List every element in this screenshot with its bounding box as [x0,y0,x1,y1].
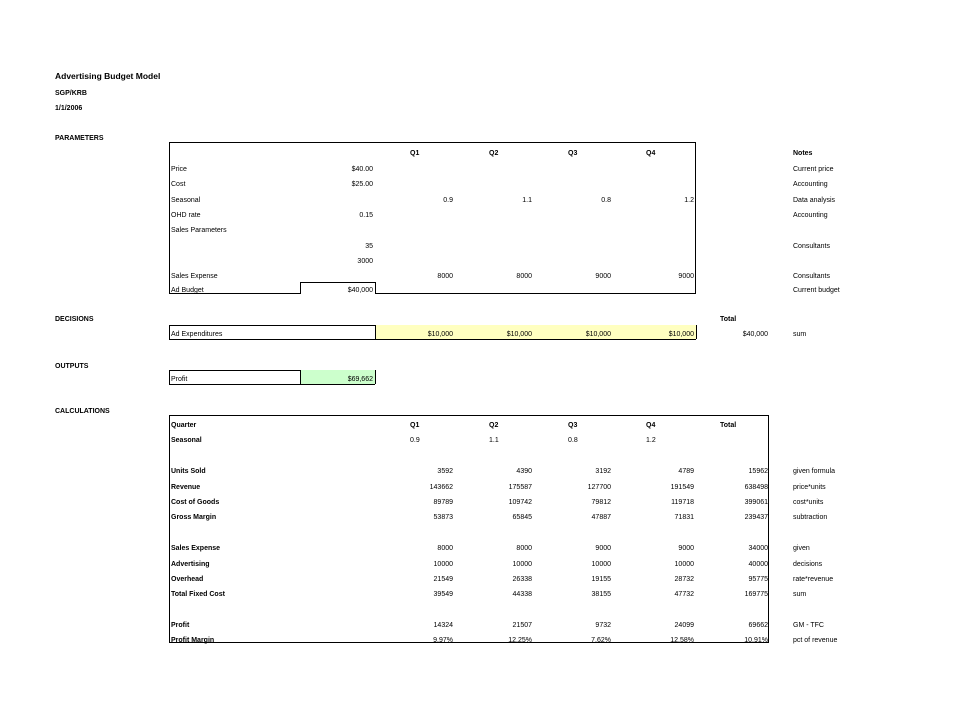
sales-exp-q1[interactable]: 8000 [437,273,453,280]
units-sold-q4: 4789 [678,468,694,475]
section-decisions: DECISIONS [55,316,94,323]
decisions-total-header: Total [720,316,737,323]
ad-budget-label: Ad Budget [171,287,204,294]
seasonal-q4[interactable]: 1.2 [684,197,694,204]
total-fixed-cost-total: 169775 [744,591,768,598]
total-fixed-cost-note: sum [793,591,807,598]
gross-margin-q1: 53873 [433,514,453,521]
calc-profit-total: 69662 [748,622,768,629]
total-fixed-cost-label: Total Fixed Cost [171,591,225,598]
ohd-note: Accounting [793,212,828,219]
overhead-note: rate*revenue [793,576,834,583]
ad-exp-q1[interactable]: $10,000 [427,331,453,338]
gross-margin-q3: 47887 [591,514,611,521]
notes-header: Notes [793,150,813,157]
gross-margin-q4: 71831 [674,514,694,521]
overhead-q3: 19155 [591,576,611,583]
calc-col-total: Total [720,422,737,429]
price-label: Price [171,166,187,173]
units-sold-label: Units Sold [171,468,206,475]
sales-params-v1[interactable]: 35 [365,243,373,250]
overhead-total: 95775 [748,576,768,583]
calc-col-q3: Q3 [568,422,578,429]
seasonal-q1[interactable]: 0.9 [443,197,453,204]
profit-margin-q2: 12.25% [508,637,532,644]
calc-profit-q1: 14324 [433,622,453,629]
price-value[interactable]: $40.00 [351,166,373,173]
sales-exp-note: Consultants [793,273,830,280]
gross-margin-total: 239437 [744,514,768,521]
calc-top-border [169,415,769,416]
advertising-q2: 10000 [512,561,532,568]
calc-sales-expense-q4: 9000 [678,545,694,552]
cost-of-goods-q1: 89789 [433,499,453,506]
seasonal-q3[interactable]: 0.8 [601,197,611,204]
param-col-q4: Q4 [646,150,656,157]
sales-exp-q3[interactable]: 9000 [595,273,611,280]
units-sold-total: 15962 [748,468,768,475]
cost-note: Accounting [793,181,828,188]
calc-profit-q4: 24099 [674,622,694,629]
price-note: Current price [793,166,834,173]
params-bottom-border [169,293,696,294]
cost-of-goods-label: Cost of Goods [171,499,220,506]
decisions-left-border [169,325,170,340]
gross-margin-note: subtraction [793,514,828,521]
revenue-total: 638498 [744,484,768,491]
params-top-border [169,142,696,143]
advertising-q1: 10000 [433,561,453,568]
seasonal-label: Seasonal [171,197,201,204]
sales-exp-q2[interactable]: 8000 [516,273,532,280]
units-sold-q2: 4390 [516,468,532,475]
decisions-bottom-border [169,339,696,340]
ohd-label: OHD rate [171,212,201,219]
advertising-total: 40000 [748,561,768,568]
sales-params-v2[interactable]: 3000 [357,258,373,265]
units-sold-q3: 3192 [595,468,611,475]
outputs-left-border [169,370,170,385]
sales-params-label: Sales Parameters [171,227,227,234]
total-fixed-cost-q2: 44338 [512,591,532,598]
calc-seasonal-q3: 0.8 [568,437,578,444]
advertising-q4: 10000 [674,561,694,568]
section-parameters: PARAMETERS [55,135,104,142]
calc-profit-note: GM - TFC [793,622,824,629]
calc-profit-q2: 21507 [512,622,532,629]
cost-of-goods-total: 399061 [744,499,768,506]
ad-budget-value[interactable]: $40,000 [347,287,373,294]
overhead-q4: 28732 [674,576,694,583]
profit-margin-label: Profit Margin [171,637,215,644]
section-calculations: CALCULATIONS [55,408,110,415]
overhead-q1: 21549 [433,576,453,583]
cost-label: Cost [171,181,186,188]
ad-exp-q2[interactable]: $10,000 [506,331,532,338]
revenue-q2: 175587 [508,484,532,491]
param-col-q3: Q3 [568,150,578,157]
calc-sales-expense-q2: 8000 [516,545,532,552]
author-label: SGP/KRB [55,90,87,97]
sales-exp-q4[interactable]: 9000 [678,273,694,280]
calc-seasonal-q1: 0.9 [410,437,420,444]
ad-budget-note: Current budget [793,287,840,294]
sales-exp-label: Sales Expense [171,273,218,280]
calc-sales-expense-note: given [793,545,810,552]
calc-left-border [169,415,170,643]
params-left-border [169,142,170,294]
calc-sales-expense-q1: 8000 [437,545,453,552]
calc-sales-expense-total: 34000 [748,545,768,552]
revenue-label: Revenue [171,484,201,491]
ad-exp-q3[interactable]: $10,000 [585,331,611,338]
calc-col-q1: Q1 [410,422,420,429]
params-right-border [695,142,696,294]
cost-of-goods-q2: 109742 [508,499,532,506]
overhead-label: Overhead [171,576,204,583]
gross-margin-label: Gross Margin [171,514,217,521]
param-col-q1: Q1 [410,150,420,157]
calc-sales-expense-q3: 9000 [595,545,611,552]
profit-margin-total: 10.91% [744,637,768,644]
sales-params-note: Consultants [793,243,830,250]
output-profit-value: $69,662 [347,376,373,383]
total-fixed-cost-q3: 38155 [591,591,611,598]
profit-margin-q3: 7.62% [591,637,611,644]
calc-seasonal-label: Seasonal [171,437,202,444]
calc-sales-expense-label: Sales Expense [171,545,221,552]
calc-seasonal-q2: 1.1 [489,437,499,444]
date-label: 1/1/2006 [55,105,83,112]
advertising-label: Advertising [171,561,210,568]
calc-right-border [768,415,769,643]
profit-margin-q4: 12.58% [670,637,694,644]
cost-of-goods-note: cost*units [793,499,824,506]
page-title: Advertising Budget Model [55,71,161,81]
advertising-q3: 10000 [591,561,611,568]
ohd-value[interactable]: 0.15 [359,212,373,219]
cost-of-goods-q3: 79812 [591,499,611,506]
seasonal-note: Data analysis [793,197,836,204]
cost-of-goods-q4: 119718 [671,499,694,506]
section-outputs: OUTPUTS [55,363,89,370]
ad-exp-total: $40,000 [742,331,768,338]
output-profit-label: Profit [171,376,188,383]
calc-quarter-label: Quarter [171,422,197,429]
profit-margin-q1: 9.97% [433,637,453,644]
revenue-q4: 191549 [670,484,694,491]
calc-col-q2: Q2 [489,422,499,429]
total-fixed-cost-q4: 47732 [674,591,694,598]
calc-profit-q3: 9732 [595,622,611,629]
ad-exp-note: sum [793,331,807,338]
outputs-bottom-border [169,384,375,385]
revenue-q3: 127700 [587,484,611,491]
overhead-q2: 26338 [512,576,532,583]
revenue-note: price*units [793,484,826,491]
advertising-note: decisions [793,561,823,568]
ad-exp-q4[interactable]: $10,000 [668,331,694,338]
gross-margin-q2: 65845 [512,514,532,521]
seasonal-q2[interactable]: 1.1 [522,197,532,204]
units-sold-note: given formula [793,468,836,475]
revenue-q1: 143662 [429,484,453,491]
profit-margin-note: pct of revenue [793,637,838,644]
calc-seasonal-q4: 1.2 [646,437,656,444]
param-col-q2: Q2 [489,150,499,157]
calc-profit-label: Profit [171,622,190,629]
total-fixed-cost-q1: 39549 [433,591,453,598]
ad-exp-label: Ad Expenditures [171,331,223,338]
units-sold-q1: 3592 [437,468,453,475]
cost-value[interactable]: $25.00 [351,181,373,188]
calc-col-q4: Q4 [646,422,656,429]
